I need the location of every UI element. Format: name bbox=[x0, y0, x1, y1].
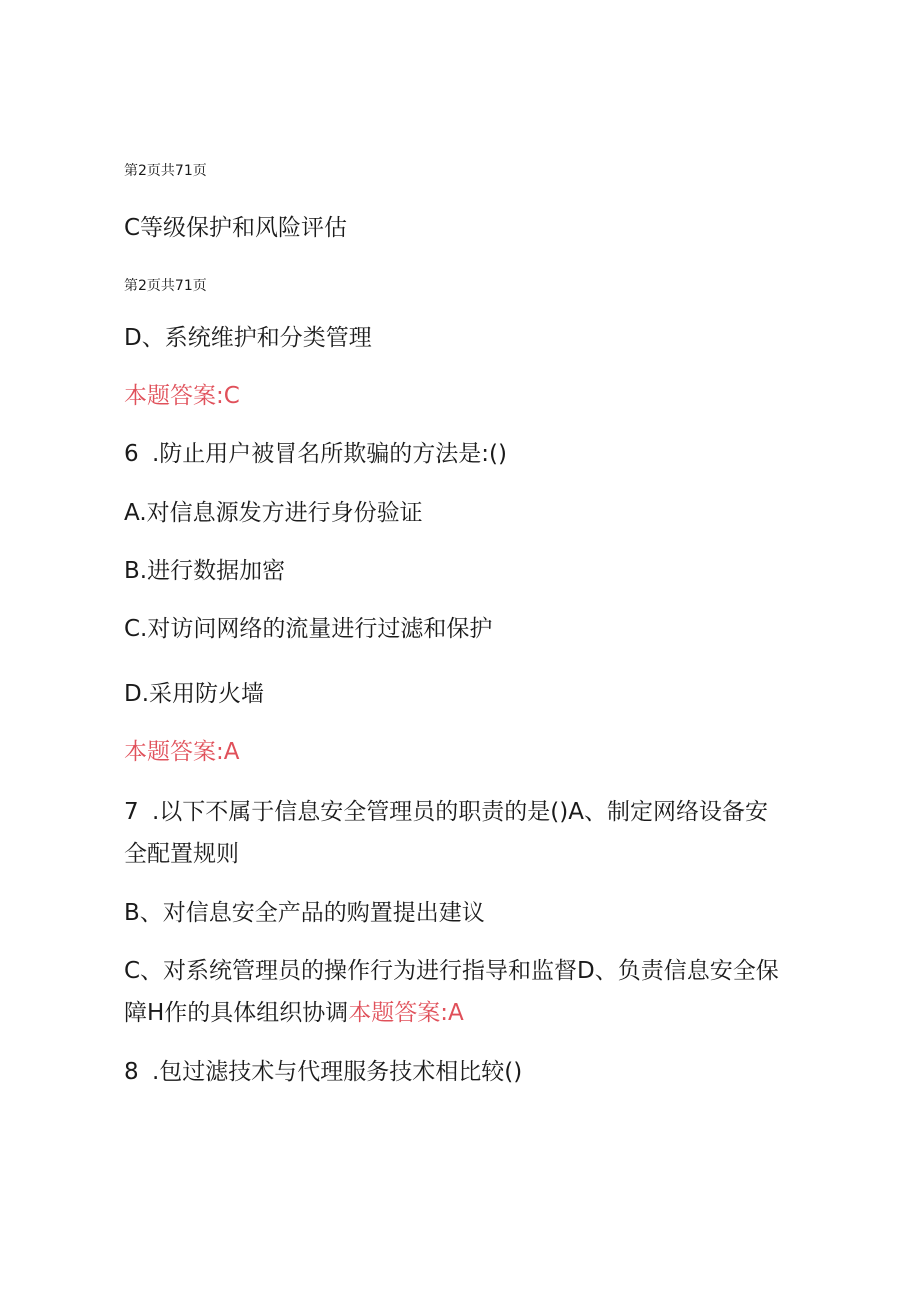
answer-q7: 本题答案:A bbox=[348, 1000, 464, 1026]
question-8 bbox=[124, 1057, 522, 1087]
question-number: 7 bbox=[124, 799, 139, 825]
q7-option-b: B、对信息安全产品的购置提出建议 bbox=[124, 900, 485, 926]
question-7 bbox=[124, 791, 784, 875]
answer-q6: 本题答案:A bbox=[124, 739, 240, 765]
option-text: C、对系统管理员的操作行为进行指导和监督D、负责信息安全保障H作的具体组织协调 bbox=[124, 958, 779, 1026]
question-number: 8 bbox=[124, 1059, 139, 1085]
q6-option-a: A.对信息源发方进行身份验证 bbox=[124, 500, 423, 526]
question-number: 6 bbox=[124, 441, 139, 467]
page-footer: 第2页共71页 bbox=[124, 163, 207, 179]
page-footer: 第2页共71页 bbox=[124, 278, 207, 294]
q6-option-c: C.对访问网络的流量进行过滤和保护 bbox=[124, 616, 493, 642]
question-6 bbox=[124, 439, 507, 469]
question-text: .以下不属于信息安全管理员的职责的是()A、制定网络设备安全配置规则 bbox=[124, 799, 768, 867]
question-text: .防止用户被冒名所欺骗的方法是:() bbox=[152, 441, 508, 467]
question-text: .包过滤技术与代理服务技术相比较() bbox=[152, 1059, 523, 1085]
answer-q5: 本题答案:C bbox=[124, 383, 240, 409]
q6-option-b: B.进行数据加密 bbox=[124, 558, 286, 584]
option-c-previous: C等级保护和风险评估 bbox=[124, 215, 348, 241]
q6-option-d: D.采用防火墙 bbox=[124, 681, 265, 707]
option-d-previous: D、系统维护和分类管理 bbox=[124, 325, 372, 351]
q7-options-cd bbox=[124, 950, 784, 1034]
